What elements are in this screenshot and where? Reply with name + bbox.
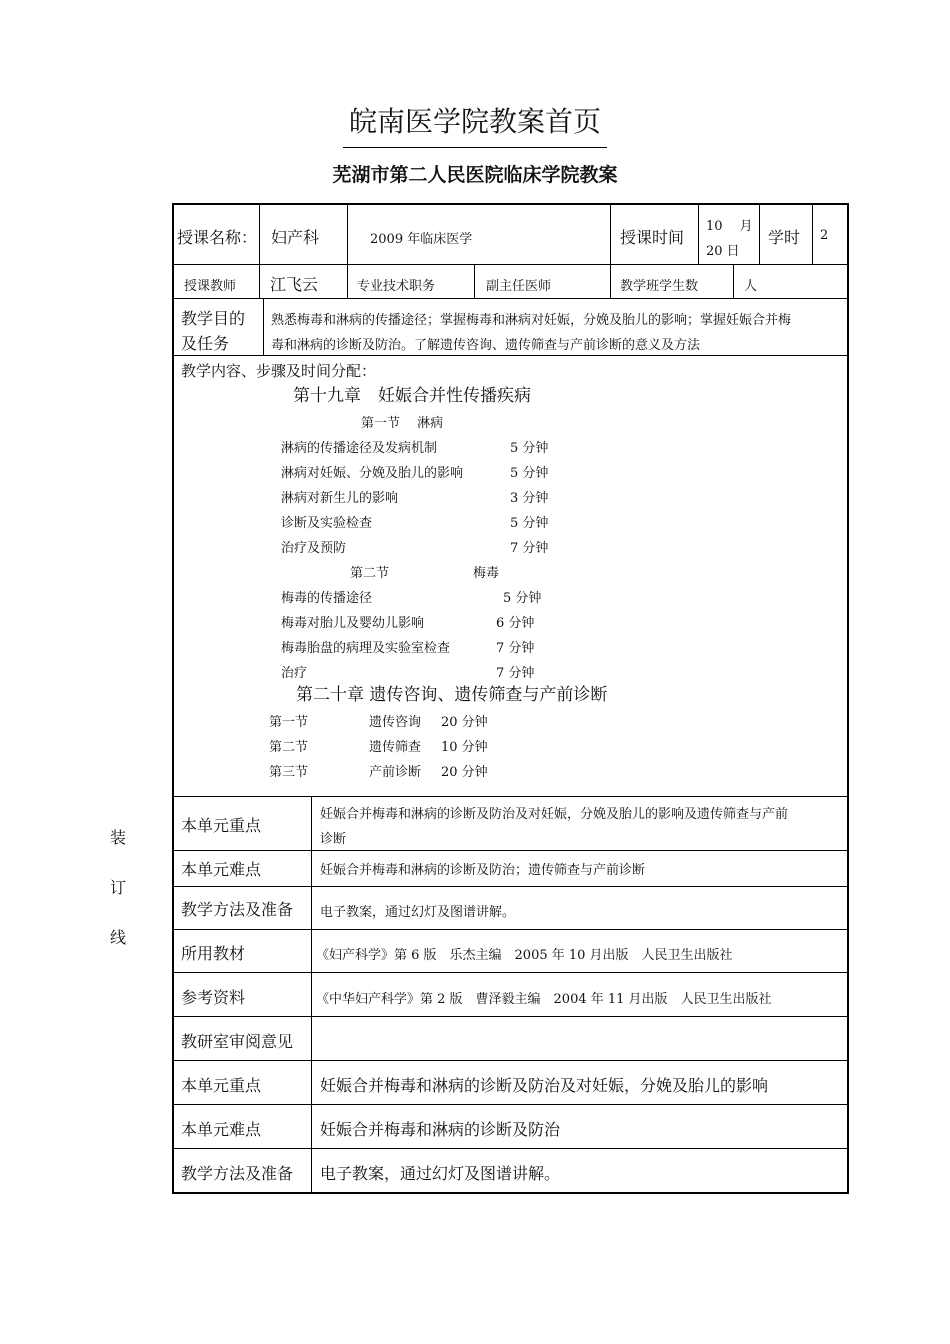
col-divider <box>812 203 813 265</box>
methods-2-label: 教学方法及准备 <box>181 1164 294 1183</box>
chapter-20-section-time: 20 分钟 <box>441 765 488 780</box>
key-points-label: 本单元重点 <box>181 816 262 835</box>
row-divider <box>172 1060 849 1061</box>
section-1-time: 5 分钟 <box>510 516 549 531</box>
section-1-topic: 淋病对新生儿的影响 <box>281 491 399 506</box>
row-divider <box>172 355 849 356</box>
col-divider <box>259 203 260 265</box>
section-2-time: 6 分钟 <box>496 616 535 631</box>
key-points-value-2: 诊断 <box>320 832 347 847</box>
row-divider <box>172 1016 849 1017</box>
chapter-20-section-time: 10 分钟 <box>441 740 488 755</box>
col-divider <box>263 298 264 356</box>
section-1-time: 5 分钟 <box>510 441 549 456</box>
section-2-name: 梅毒 <box>473 566 500 581</box>
job-title-value: 副主任医师 <box>486 279 552 294</box>
row-divider <box>172 1148 849 1149</box>
references-label: 参考资料 <box>181 988 246 1007</box>
date-day: 20 日 <box>706 244 740 259</box>
time-label: 授课时间 <box>620 228 685 247</box>
row-divider <box>172 886 849 887</box>
chapter-20-section-topic: 产前诊断 <box>369 765 422 780</box>
section-2-time: 5 分钟 <box>503 591 542 606</box>
textbook-label: 所用教材 <box>181 944 246 963</box>
row-divider <box>172 796 849 797</box>
section-1-time: 5 分钟 <box>510 466 549 481</box>
teacher-value: 江飞云 <box>270 275 319 294</box>
section-2-topic: 治疗 <box>281 666 308 681</box>
key-points-value-1: 妊娠合并梅毒和淋病的诊断及防治及对妊娠，分娩及胎儿的影响及遗传筛查与产前 <box>320 807 789 822</box>
section-1-topic: 诊断及实验检查 <box>281 516 373 531</box>
students-label: 教学班学生数 <box>620 279 699 294</box>
page-title: 皖南医学院教案首页 <box>348 105 601 138</box>
difficulties-2-value: 妊娠合并梅毒和淋病的诊断及防治 <box>320 1120 561 1139</box>
chapter-20-section-no: 第二节 <box>269 740 309 755</box>
chapter-19-heading: 第十九章 妊娠合并性传播疾病 <box>293 386 531 406</box>
hours-label: 学时 <box>768 228 801 247</box>
review-opinion-label: 教研室审阅意见 <box>181 1032 294 1051</box>
objectives-text-1: 熟悉梅毒和淋病的传播途径；掌握梅毒和淋病对妊娠，分娩及胎儿的影响；掌握妊娠合并梅 <box>271 313 792 328</box>
difficulties-2-label: 本单元难点 <box>181 1120 262 1139</box>
row-divider <box>172 1104 849 1105</box>
page-subtitle: 芜湖市第二人民医院临床学院教案 <box>332 164 618 186</box>
chapter-20-section-topic: 遗传咨询 <box>369 715 422 730</box>
binding-char-1: 装 <box>110 828 127 847</box>
section-2-number: 第二节 <box>350 566 390 581</box>
chapter-20-section-no: 第三节 <box>269 765 309 780</box>
textbook-value: 《妇产科学》第 6 版 乐杰主编 2005 年 10 月出版 人民卫生出版社 <box>316 948 733 963</box>
objectives-text-2: 毒和淋病的诊断及防治。了解遗传咨询、遗传筛查与产前诊断的意义及方法 <box>271 338 701 353</box>
class-value: 2009 年临床医学 <box>370 232 473 247</box>
chapter-20-section-time: 20 分钟 <box>441 715 488 730</box>
content-label: 教学内容、步骤及时间分配： <box>181 362 377 380</box>
section-1-topic: 治疗及预防 <box>281 541 347 556</box>
section-1-heading: 第一节 淋病 <box>361 416 444 431</box>
row-divider <box>172 264 849 265</box>
methods-value: 电子教案，通过幻灯及图谱讲解。 <box>320 905 516 920</box>
row-divider <box>172 972 849 973</box>
students-unit: 人 <box>744 279 758 294</box>
chapter-20-section-topic: 遗传筛查 <box>369 740 422 755</box>
col-divider <box>610 203 611 265</box>
methods-label: 教学方法及准备 <box>181 900 294 919</box>
hours-value: 2 <box>820 228 829 243</box>
teacher-label: 授课教师 <box>184 279 237 294</box>
col-divider <box>733 264 734 299</box>
col-divider <box>347 203 348 265</box>
section-1-topic: 淋病的传播途径及发病机制 <box>281 441 438 456</box>
col-divider <box>698 203 699 265</box>
date-month: 10 月 <box>706 219 753 234</box>
col-divider <box>347 264 348 299</box>
chapter-20-heading: 第二十章 遗传咨询、遗传筛查与产前诊断 <box>296 685 608 705</box>
section-1-time: 7 分钟 <box>510 541 549 556</box>
key-points-2-value: 妊娠合并梅毒和淋病的诊断及防治及对妊娠，分娩及胎儿的影响 <box>320 1076 769 1095</box>
row-divider <box>172 298 849 299</box>
course-name-value: 妇产科 <box>271 228 320 247</box>
difficulties-label: 本单元难点 <box>181 860 262 879</box>
row-divider <box>172 850 849 851</box>
col-divider <box>759 203 760 265</box>
binding-char-2: 订 <box>110 878 127 897</box>
job-title-label: 专业技术职务 <box>357 279 436 294</box>
section-2-topic: 梅毒胎盘的病理及实验室检查 <box>281 641 451 656</box>
methods-2-value: 电子教案，通过幻灯及图谱讲解。 <box>320 1164 561 1183</box>
references-value: 《中华妇产科学》第 2 版 曹泽毅主编 2004 年 11 月出版 人民卫生出版社 <box>316 992 772 1007</box>
section-2-topic: 梅毒对胎儿及婴幼儿影响 <box>281 616 425 631</box>
section-2-time: 7 分钟 <box>496 641 535 656</box>
col-divider <box>259 264 260 299</box>
objectives-label-2: 及任务 <box>181 334 230 353</box>
difficulties-value: 妊娠合并梅毒和淋病的诊断及防治；遗传筛查与产前诊断 <box>320 863 646 878</box>
row-divider <box>172 929 849 930</box>
section-2-time: 7 分钟 <box>496 666 535 681</box>
chapter-20-section-no: 第一节 <box>269 715 309 730</box>
section-1-time: 3 分钟 <box>510 491 549 506</box>
col-divider <box>311 796 312 1194</box>
key-points-2-label: 本单元重点 <box>181 1076 262 1095</box>
objectives-label-1: 教学目的 <box>181 309 246 328</box>
section-1-topic: 淋病对妊娠、分娩及胎儿的影响 <box>281 466 464 481</box>
section-2-topic: 梅毒的传播途径 <box>281 591 373 606</box>
title-underline <box>343 147 607 148</box>
binding-char-3: 线 <box>110 928 127 947</box>
col-divider <box>610 264 611 299</box>
col-divider <box>474 264 475 299</box>
course-name-label: 授课名称： <box>177 228 258 247</box>
